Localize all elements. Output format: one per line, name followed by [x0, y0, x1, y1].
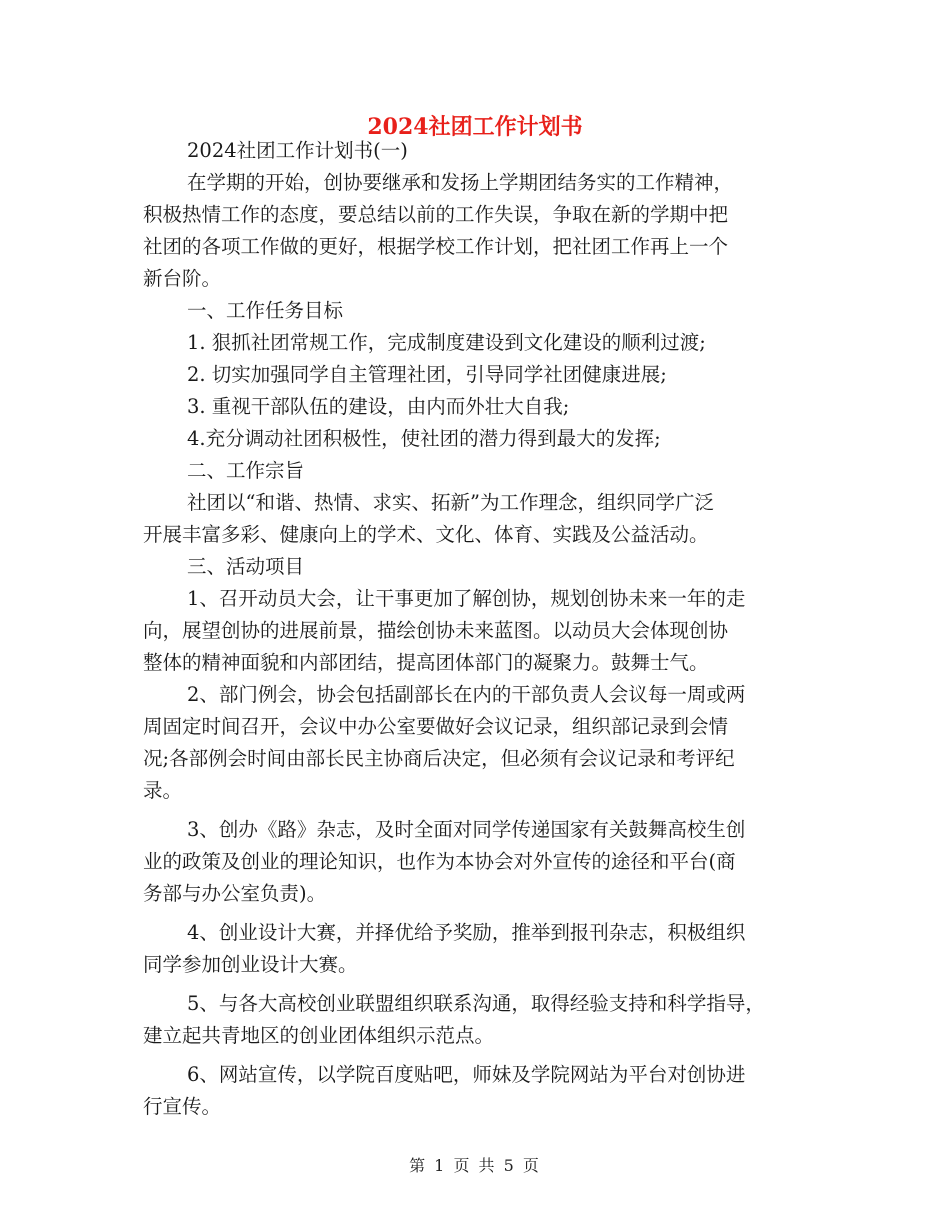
list-item: 4.充分调动社团积极性，使社团的潜力得到最大的发挥;	[187, 427, 661, 450]
paragraph-line: 2、部门例会，协会包括副部长在内的干部负责人会议每一周或两	[187, 683, 746, 706]
paragraph-line: 1、召开动员大会，让干事更加了解创协，规划创协未来一年的走	[187, 587, 746, 610]
section-heading: 一、工作任务目标	[187, 299, 344, 322]
section-heading: 二、工作宗旨	[187, 459, 305, 482]
subtitle: 2024社团工作计划书(一)	[187, 139, 408, 162]
paragraph-line: 6、网站宣传，以学院百度贴吧，师妹及学院网站为平台对创协进	[187, 1063, 746, 1086]
paragraph-line: 整体的精神面貌和内部团结，提高团体部门的凝聚力。鼓舞士气。	[143, 651, 709, 674]
paragraph-line: 业的政策及创业的理论知识，也作为本协会对外宣传的途径和平台(商	[143, 850, 736, 873]
paragraph-line: 新台阶。	[143, 267, 222, 290]
paragraph-line: 社团以“和谐、热情、求实、拓新”为工作理念，组织同学广泛	[187, 491, 714, 514]
paragraph-line: 积极热情工作的态度，要总结以前的工作失误，争取在新的学期中把	[143, 203, 729, 226]
document-body	[143, 135, 813, 1123]
paragraph-line: 5、与各大高校创业联盟组织联系沟通，取得经验支持和科学指导，	[187, 992, 765, 1015]
paragraph-line: 况;各部例会时间由部长民主协商后决定，但必须有会议记录和考评纪	[143, 747, 735, 770]
paragraph-line: 同学参加创业设计大赛。	[143, 953, 358, 976]
list-item: 1. 狠抓社团常规工作，完成制度建设到文化建设的顺利过渡;	[187, 331, 706, 354]
section-heading: 三、活动项目	[187, 555, 305, 578]
page-number: 第 1 页 共 5 页	[409, 1156, 541, 1175]
paragraph-line: 录。	[143, 779, 183, 802]
document-title: 2024社团工作计划书	[367, 114, 583, 140]
paragraph-line: 建立起共青地区的创业团体组织示范点。	[143, 1024, 495, 1047]
paragraph-line: 行宣传。	[143, 1095, 222, 1118]
paragraph-line: 开展丰富多彩、健康向上的学术、文化、体育、实践及公益活动。	[143, 523, 709, 546]
paragraph-line: 在学期的开始，创协要继承和发扬上学期团结务实的工作精神，	[187, 171, 734, 194]
paragraph-line: 周固定时间召开，会议中办公室要做好会议记录，组织部记录到会情	[143, 715, 729, 738]
paragraph-line: 向，展望创协的进展前景，描绘创协未来蓝图。以动员大会体现创协	[143, 619, 729, 642]
paragraph-line: 4、创业设计大赛，并择优给予奖励，推举到报刊杂志，积极组织	[187, 921, 746, 944]
paragraph-line: 3、创办《路》杂志，及时全面对同学传递国家有关鼓舞高校生创	[187, 818, 746, 841]
list-item: 3. 重视干部队伍的建设，由内而外壮大自我;	[187, 395, 570, 418]
paragraph-line: 务部与办公室负责)。	[143, 882, 327, 905]
list-item: 2. 切实加强同学自主管理社团，引导同学社团健康进展;	[187, 363, 667, 386]
paragraph-line: 社团的各项工作做的更好，根据学校工作计划，把社团工作再上一个	[143, 235, 729, 258]
